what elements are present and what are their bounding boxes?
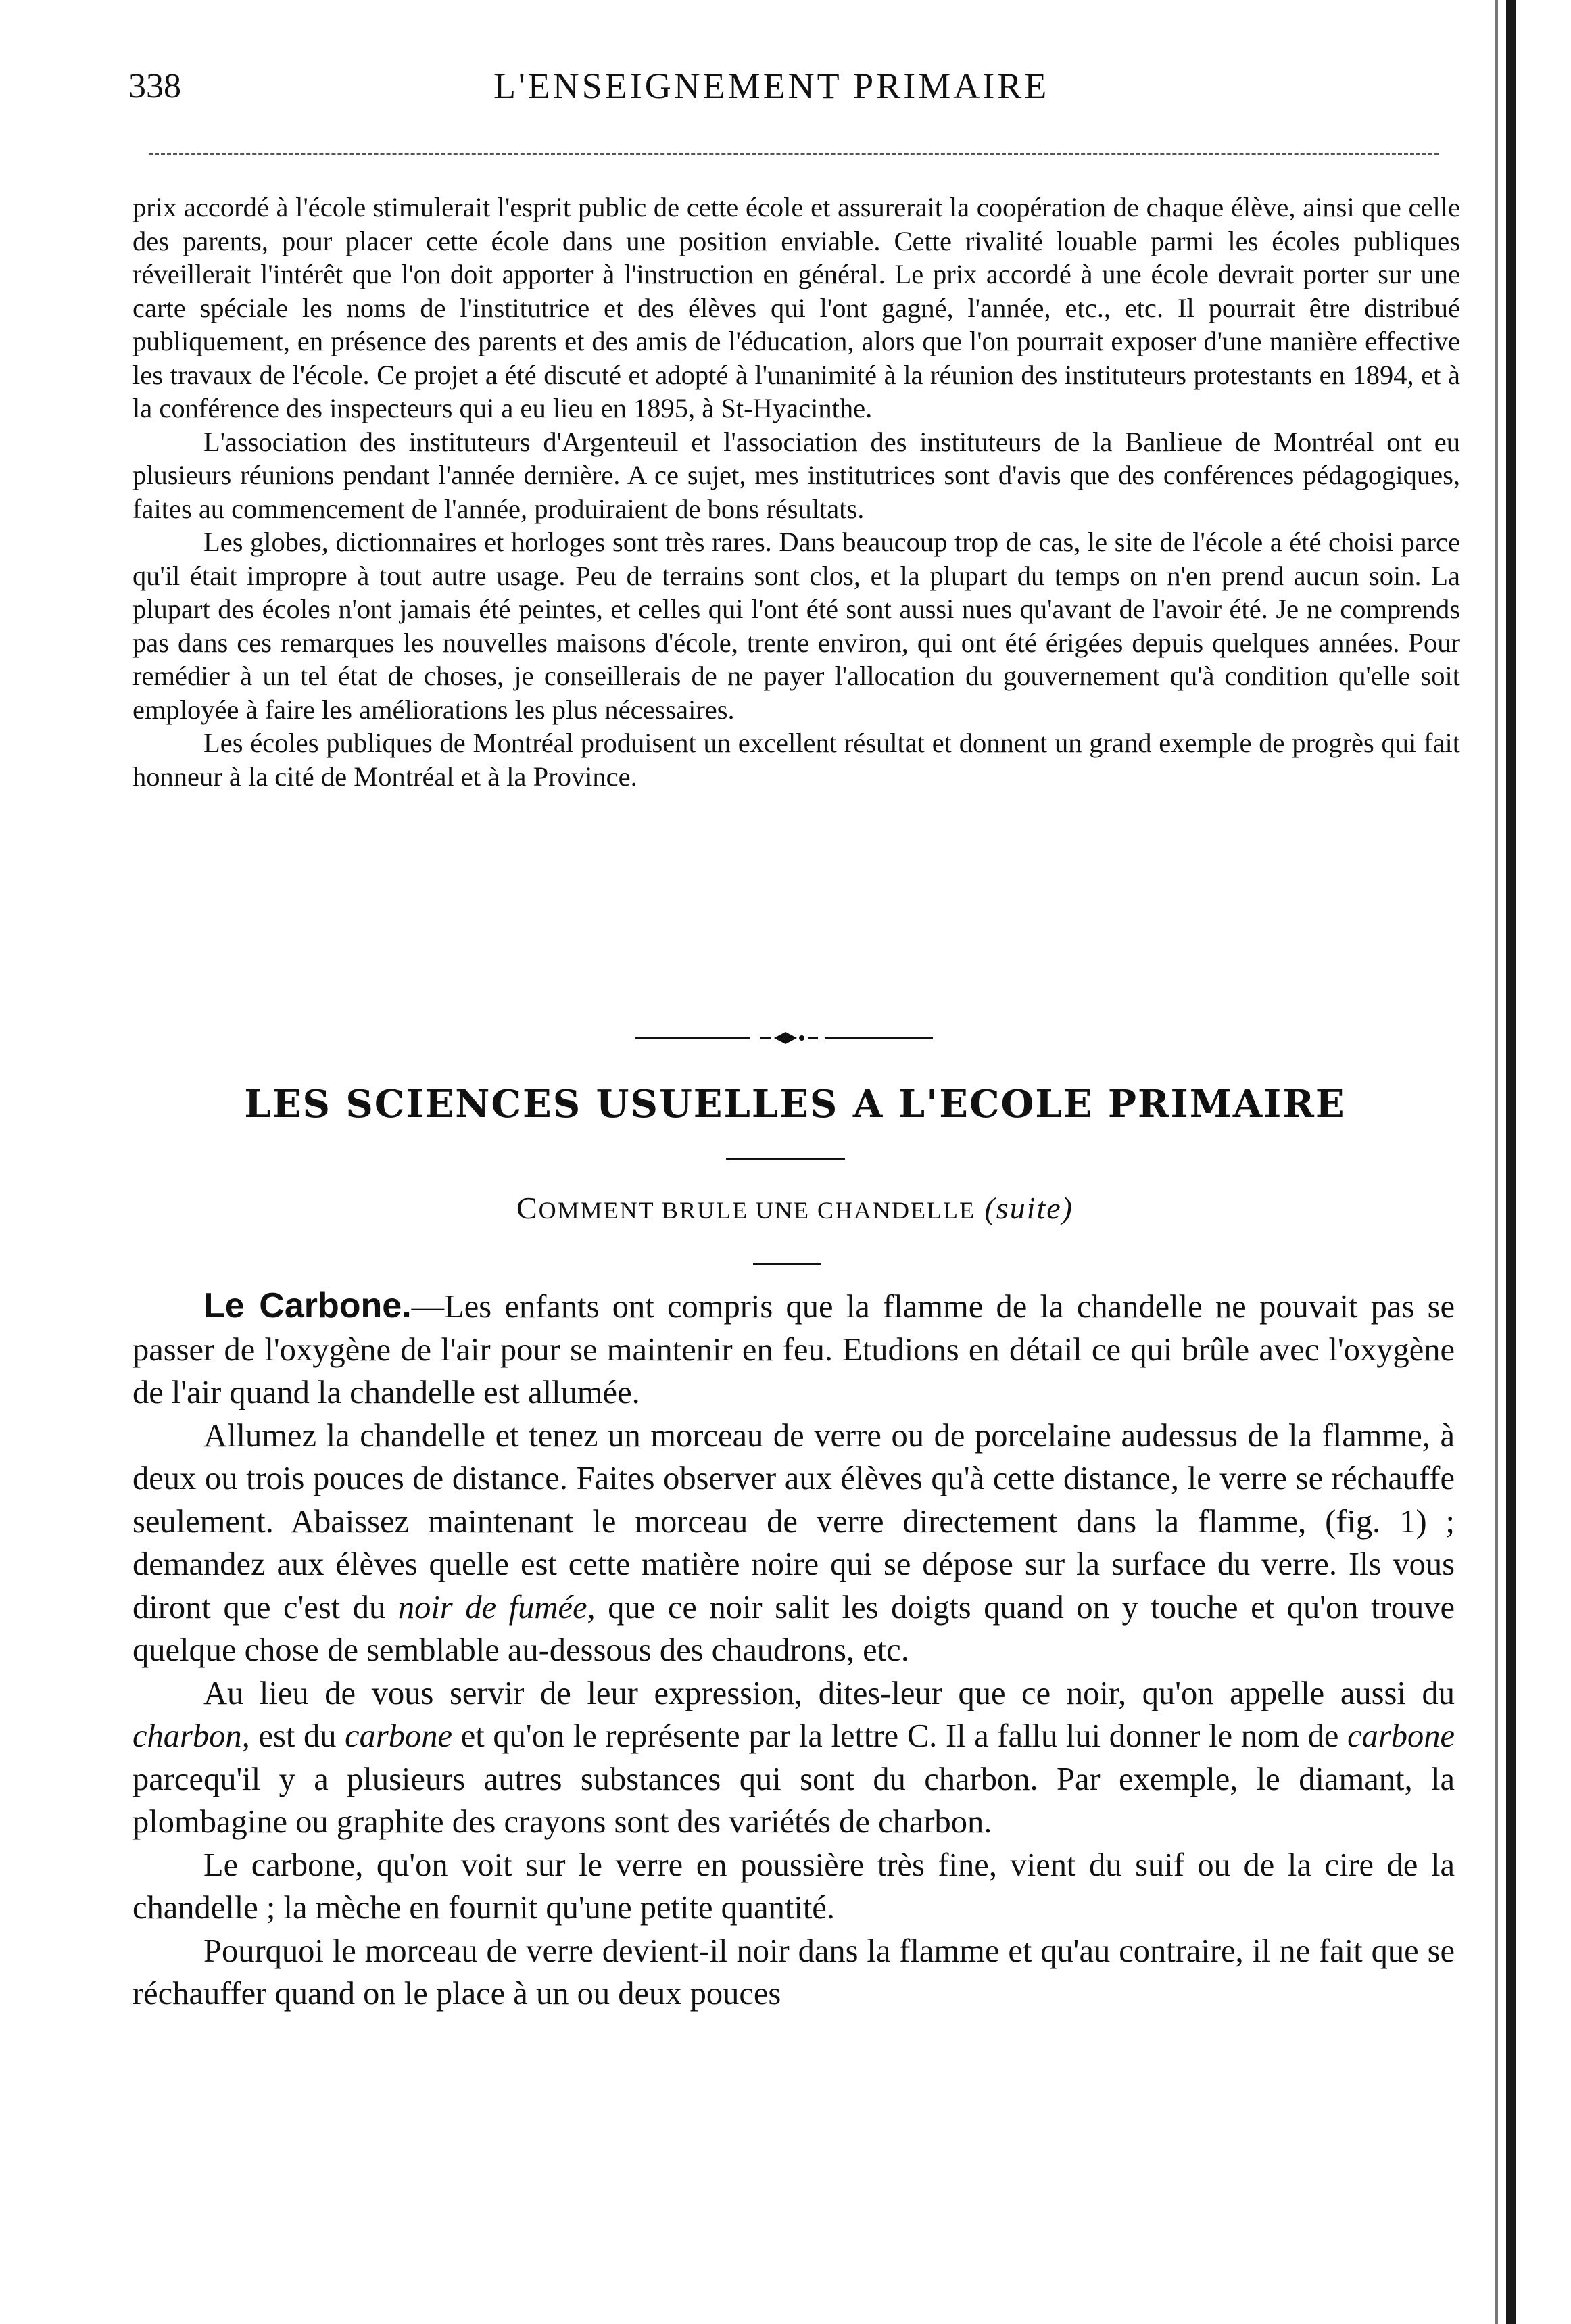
- paragraph-text: Au lieu de vous servir de leur expression, dites-leur que ce noir, qu'on appelle aussi du: [203, 1675, 1455, 1711]
- italic-term: charbon,: [132, 1718, 250, 1754]
- section-subtitle: [132, 1190, 1457, 1226]
- subtitle-rule: [753, 1263, 821, 1265]
- subtitle-suffix: (suite): [984, 1191, 1073, 1225]
- section-title: LES SCIENCES USUELLES A L'ECOLE PRIMAIRE: [244, 1082, 1346, 1127]
- paragraph: Pourquoi le morceau de verre devient-il noir dans la flamme et qu'au contraire, il ne fait que se réchauffer quand on le place à un ou deux pouces: [132, 1932, 1455, 2012]
- subtitle-initial: C: [516, 1191, 539, 1225]
- paragraph: [132, 1672, 1455, 1844]
- paragraph-text: que ce noir salit les doigts quand on y touche et qu'on trouve quelque chose de semblable au-dessous des chaudrons, etc.: [132, 1589, 1455, 1668]
- paragraph: prix accordé à l'école stimulerait l'esprit public de cette école et assurerait la coopération de chaque élève, ainsi que celle des parents, pour placer cette école dans une position enviable. Cette rivalité louable parmi les écoles publiques réveillerait l'intérêt que l'on doit apporter à l'instruction en général. Le prix accordé à une école devrait porter sur une carte spéciale les noms de l'institutrice et des élèves qui l'ont gagné, l'année, etc., etc. Il pourrait être distribué publiquement, en présence des parents et des amis de l'éducation, alors que l'on pourrait exposer d'une manière effective les travaux de l'école. Ce projet a été discuté et adopté à l'unanimité à la réunion des instituteurs protestants en 1894, et à la conférence des inspecteurs qui a eu lieu en 1895, à St-Hyacinthe.: [132, 192, 1460, 423]
- paragraph: [132, 1285, 1455, 1415]
- paragraph: Les écoles publiques de Montréal produisent un excellent résultat et donnent un grand exemple de progrès qui fait honneur à la cité de Montréal et à la Province.: [132, 728, 1460, 792]
- paragraph: L'association des instituteurs d'Argenteuil et l'association des instituteurs de la Banlieue de Montréal ont eu plusieurs réunions pendant l'année dernière. A ce sujet, mes institutrices sont d'avis que des conférences pédagogiques, faites au commencement de l'année, produiraient de bons résultats.: [132, 426, 1460, 524]
- article-body: [132, 1285, 1455, 2016]
- paragraph-text: Allumez la chandelle et tenez un morceau de verre ou de porcelaine audessus de la flamme, à deux ou trois pouces de distance. Faites observer aux élèves qu'à cette distance, le verre se réchauffe seulement. Abaissez maintenant le morceau de verre directement dans la flamme, (fig. 1) ; demandez aux élèves quelle est cette matière noire qui se dépose sur la surface du verre. Ils vous diront que c'est du: [132, 1417, 1455, 1626]
- page-binding-edge: [1506, 0, 1516, 2324]
- title-rule: [726, 1158, 845, 1160]
- running-title: L'ENSEIGNEMENT PRIMAIRE: [493, 66, 1050, 106]
- lead-term: Le Carbone.: [203, 1286, 412, 1325]
- page-binding-shadow: [1495, 0, 1498, 2324]
- paragraph: Les globes, dictionnaires et horloges sont très rares. Dans beaucoup trop de cas, le site de l'école a été choisi parce qu'il était impropre à tout autre usage. Peu de terrains sont clos, et la plupart du temps on n'en prend aucun soin. La plupart des écoles n'ont jamais été peintes, et celles qui l'ont été sont aussi nues qu'avant de l'avoir été. Je ne comprends pas dans ces remarques les nouvelles maisons d'école, trente environ, qui ont été érigées depuis quelques années. Pour remédier à un tel état de choses, je conseillerais de ne payer l'allocation du gouvernement qu'à condition qu'elle soit employée à faire les améliorations les plus nécessaires.: [132, 527, 1460, 725]
- previous-article-text: [132, 191, 1460, 793]
- paragraph-text: est du: [258, 1718, 337, 1754]
- italic-term: carbone: [1347, 1718, 1455, 1754]
- paragraph-text: parcequ'il y a plusieurs autres substances qui sont du charbon. Par exemple, le diamant, la plombagine ou graphite des crayons sont des variétés de charbon.: [132, 1761, 1455, 1840]
- ornament-divider: [635, 1028, 933, 1048]
- page-number: 338: [128, 67, 181, 105]
- subtitle-text: OMMENT BRULE UNE CHANDELLE: [538, 1197, 975, 1224]
- paragraph-text: —Les enfants ont compris que la flamme de la chandelle ne pouvait pas se passer de l'oxygène de l'air pour se maintenir en feu. Etudions en détail ce qui brûle avec l'oxygène de l'air quand la chandelle est allumée.: [132, 1289, 1455, 1410]
- paragraph: Le carbone, qu'on voit sur le verre en poussière très fine, vient du suif ou de la cire de la chandelle ; la mèche en fournit qu'une petite quantité.: [132, 1847, 1455, 1926]
- paragraph: [132, 1415, 1455, 1672]
- header-rule: [149, 153, 1439, 155]
- italic-term: carbone: [345, 1718, 453, 1754]
- page-header: [0, 0, 1571, 162]
- paragraph-text: et qu'on le représente par la lettre C. Il a fallu lui donner le nom de: [460, 1718, 1339, 1754]
- italic-term: noir de fumée,: [397, 1589, 596, 1626]
